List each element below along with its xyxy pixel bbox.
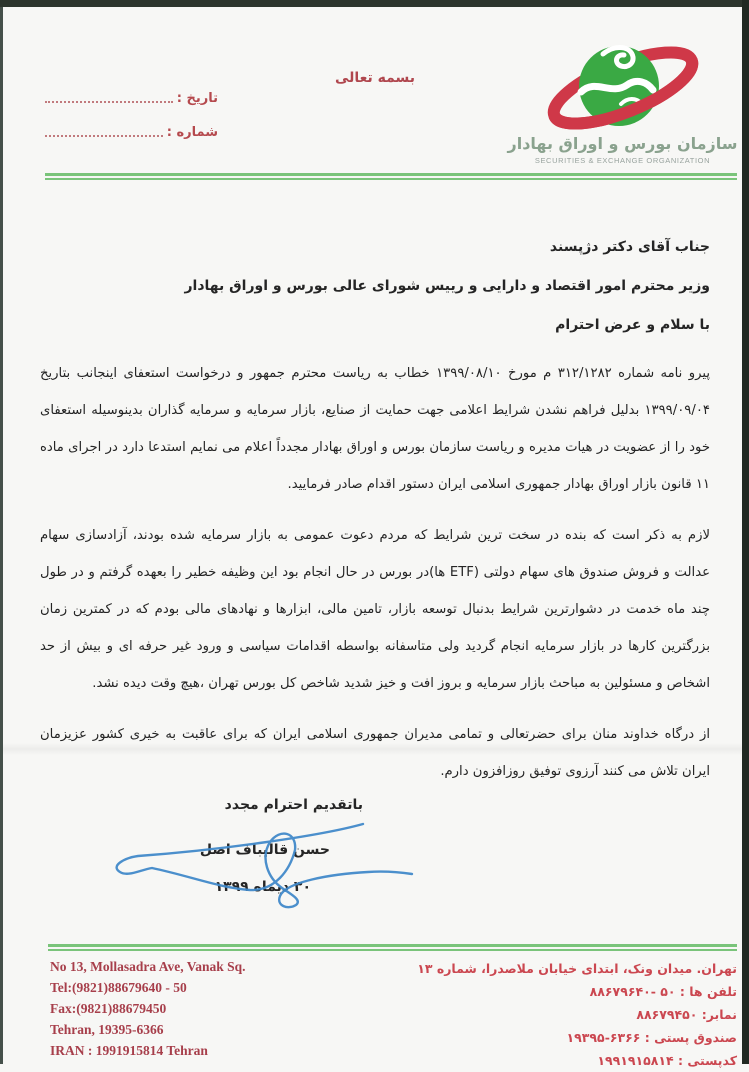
footer-address-persian [417, 957, 737, 1072]
date-label: تاریخ : [176, 91, 218, 106]
handwritten-signature [100, 810, 440, 915]
footer-fa-tel: تلفن ها : ۵۰ -۸۸۶۷۹۶۴۰ [589, 984, 737, 999]
scan-edge-right [742, 0, 749, 1064]
footer-address-english [50, 956, 246, 1061]
scan-edge-top [0, 0, 749, 7]
signoff-name: حسن قالیباف اصل [199, 842, 330, 858]
date-field [45, 88, 218, 106]
paragraph-1: پیرو نامه شماره ۳۱۲/۱۲۸۲ م مورخ ۱۳۹۹/۰۸/۱۰ خطاب به ریاست محترم جمهور و درخواست استعفای اینجانب بتاریخ ۱۳۹۹/۰۹/۰۴ بدلیل فراهم نشدن شرایط اعلامی جهت حمایت از صنایع، بازار سرمایه و سرمایه گذاران بدینوسیله استعفای خود را از عضویت در هیات مدیره و ریاست سازمان بورس و اوراق بهادار مجدداً اعلام می نمایم استدعا دارد در اجرای ماده ۱۱ قانون بازار اوراق بهادار جمهوری اسلامی ایران دستور اقدام صادر فرمایید. [40, 366, 711, 492]
footer-en-address: No 13, Mollasadra Ave, Vanak Sq. [50, 959, 246, 974]
scan-edge-left [0, 7, 3, 1064]
number-dotted-line [45, 135, 163, 137]
org-name-block [505, 134, 740, 165]
footer-separator [48, 944, 737, 952]
signoff-respect: باتقدیم احترام مجدد [224, 797, 363, 813]
footer-fa-pobox: صندوق پستی : ۶۳۶۶-۱۹۳۹۵ [566, 1030, 737, 1045]
paragraph-2: لازم به ذکر است که بنده در سخت ترین شرایط که مردم دعوت عمومی به بازار سرمایه شده بودند، آزادسازی سهام عدالت و فروش صندوق های سهام دولتی (ETF ها)در بورس در حال انجام بود این وظیفه خطیر را بعهده گرفتم و در طول چند ماه خدمت در دشوارترین شرایط بدنبال توسعه بازار، تامین مالی، ابزارها و نهادهای مالی بودم که در کمترین زمان بزرگترین کارها در بازار سرمایه انجام گردید ولی متاسفانه بواسطه اقدامات سیاسی و ورود غیر حرفه ای و بیش از حد اشخاص و مسئولین به مباحث بازار سرمایه و بروز افت و خیز شدید شاخص کل بورس تهران ،هیچ وقت دیده نشد. [40, 528, 710, 691]
footer-fa-postcode: کدپستی : ۱۹۹۱۹۱۵۸۱۴ [597, 1053, 737, 1068]
bismillah-text: بسمه تعالی [334, 70, 416, 86]
footer-en-pobox: Tehran, 19395-6366 [50, 1022, 164, 1037]
recipient-name: جناب آقای دکتر دژپسند [549, 239, 710, 255]
salutation: با سلام و عرض احترام [555, 317, 710, 333]
number-field [45, 122, 218, 140]
footer-en-fax: Fax:(9821)88679450 [50, 1001, 167, 1016]
number-label: شماره : [166, 125, 218, 140]
signoff-date: ۳۰ دیماه ۱۳۹۹ [214, 879, 311, 895]
org-name-persian: سازمان بورس و اوراق بهادار [507, 134, 738, 153]
org-name-english: SECURITIES & EXCHANGE ORGANIZATION [534, 156, 711, 165]
seo-globe-ring-logo-icon [527, 30, 723, 140]
footer-fa-fax: نمابر: ۸۸۶۷۹۴۵۰ [636, 1007, 737, 1022]
paragraph-3: از درگاه خداوند منان برای حضرتعالی و تمامی مدیران جمهوری اسلامی ایران که برای عاقبت به خیری کشور عزیزمان ایران تلاش می کنند آرزوی توفیق روزافزون دارم. [40, 727, 710, 779]
footer-en-postcode: IRAN : 1991915814 Tehran [50, 1043, 208, 1058]
letter-body [40, 228, 710, 804]
footer-fa-address: تهران. میدان ونک، ابتدای خیابان ملاصدرا، شماره ۱۳ [417, 961, 737, 976]
date-dotted-line [45, 101, 173, 103]
recipient-title: وزیر محترم امور اقتصاد و دارایی و رییس شورای عالی بورس و اوراق بهادار [184, 278, 710, 294]
footer-en-tel: Tel:(9821)88679640 - 50 [50, 980, 187, 995]
header-separator [45, 173, 737, 181]
